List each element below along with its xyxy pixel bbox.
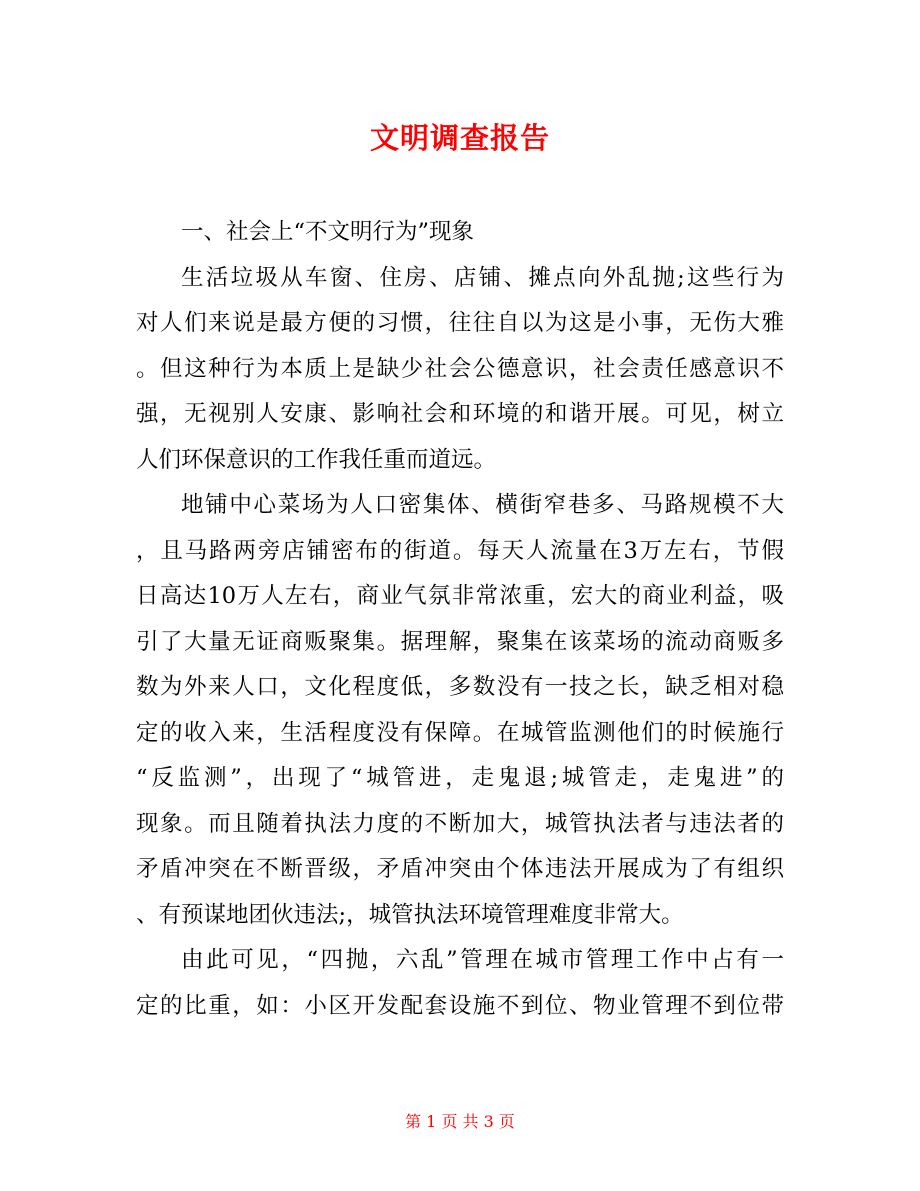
paragraph-line: 引了大量无证商贩聚集。据理解，聚集在该菜场的流动商贩多	[136, 628, 784, 655]
paragraph-line: 对人们来说是最方便的习惯，往往自以为这是小事，无伤大雅	[136, 310, 784, 336]
paragraph-line: 。但这种行为本质上是缺少社会公德意识，社会责任感意识不	[136, 355, 784, 382]
document-body	[136, 210, 784, 1029]
paragraph-line: 强，无视别人安康、影响社会和环境的和谐开展。可见，树立	[136, 401, 784, 427]
document-title: 文明调查报告	[369, 121, 550, 155]
section-heading: 一、社会上“不文明行为”现象	[181, 219, 475, 245]
paragraph-line: 定的比重，如：小区开发配套设施不到位、物业管理不到位带	[136, 992, 784, 1019]
paragraph-line: 、有预谋地团伙违法;，城管执法环境管理难度非常大。	[136, 901, 684, 928]
paragraph-line: 人们环保意识的工作我任重而道远。	[136, 446, 497, 473]
paragraph-line: 矛盾冲突在不断晋级，矛盾冲突由个体违法开展成为了有组织	[136, 856, 784, 882]
paragraph-line: 数为外来人口，文化程度低，多数没有一技之长，缺乏相对稳	[136, 674, 784, 700]
paragraph-line: 地铺中心菜场为人口密集体、横街窄巷多、马路规模不大	[181, 492, 784, 518]
paragraph-line: 现象。而且随着执法力度的不断加大，城管执法者与违法者的	[136, 810, 784, 837]
paragraph-line: 定的收入来，生活程度没有保障。在城管监测他们的时候施行	[136, 719, 784, 746]
paragraph-line: 由此可见，“四抛，六乱”管理在城市管理工作中占有一	[181, 947, 784, 973]
paragraph-line: “反监测”，出现了“城管进，走鬼退;城管走，走鬼进”的	[136, 765, 784, 791]
paragraph-line: 生活垃圾从车窗、住房、店铺、摊点向外乱抛;这些行为	[181, 264, 784, 291]
paragraph-line: 日高达10万人左右，商业气氛非常浓重，宏大的商业利益，吸	[136, 583, 784, 609]
paragraph-line: ，且马路两旁店铺密布的街道。每天人流量在3万左右，节假	[136, 537, 784, 564]
page-number-footer: 第 1 页 共 3 页	[405, 1112, 515, 1131]
